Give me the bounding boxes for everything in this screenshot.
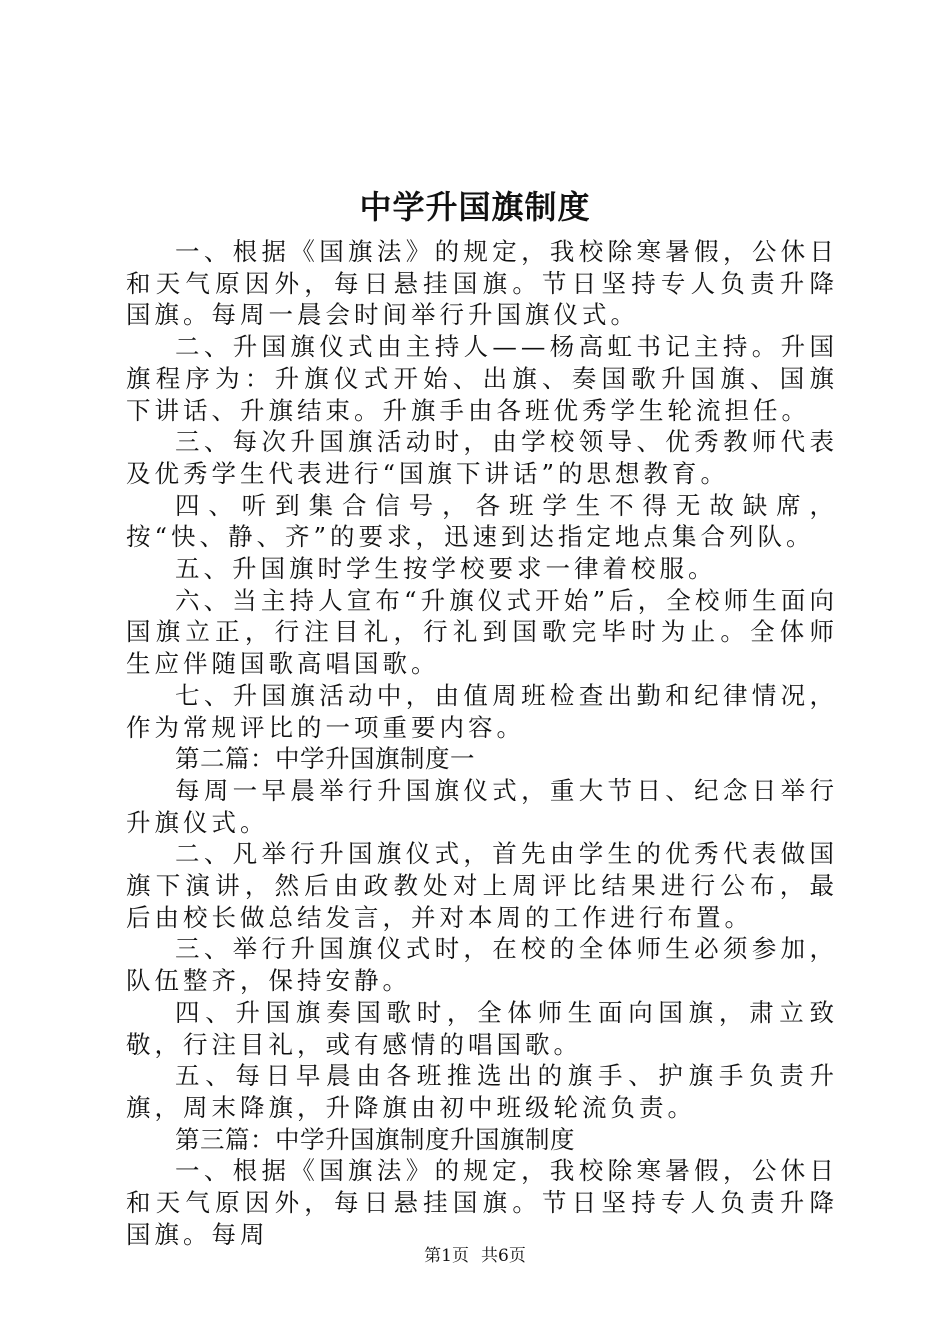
paragraph: 一、根据《国旗法》的规定，我校除寒暑假，公休日和天气原因外，每日悬挂国旗。节日坚持专人负责升降国旗。每周一晨会时间举行升国旗仪式。	[126, 237, 838, 330]
page-total: 共6页	[481, 1246, 526, 1266]
page-footer	[0, 1244, 950, 1268]
paragraph: 三、每次升国旗活动时，由学校领导、优秀教师代表及优秀学生代表进行“国旗下讲话”的思想教育。	[126, 427, 838, 488]
section-heading: 第三篇：中学升国旗制度升国旗制度	[175, 1124, 575, 1154]
paragraph: 四、听到集合信号，各班学生不得无故缺席，按“快、静、齐”的要求，迅速到达指定地点集合列队。	[126, 490, 838, 552]
document-body	[126, 236, 838, 1251]
paragraph: 四、升国旗奏国歌时，全体师生面向国旗，肃立致敬，行注目礼，或有感情的唱国歌。	[126, 997, 838, 1059]
document-title: 中学升国旗制度	[359, 188, 591, 226]
paragraph: 二、升国旗仪式由主持人——杨高虹书记主持。升国旗程序为：升旗仪式开始、出旗、奏国歌升国旗、国旗下讲话、升旗结束。升旗手由各班优秀学生轮流担任。	[126, 332, 838, 425]
paragraph: 一、根据《国旗法》的规定，我校除寒暑假，公休日和天气原因外，每日悬挂国旗。节日坚持专人负责升降国旗。每周	[126, 1156, 838, 1249]
paragraph: 三、举行升国旗仪式时，在校的全体师生必须参加，队伍整齐，保持安静。	[126, 934, 838, 996]
paragraph: 每周一早晨举行升国旗仪式，重大节日、纪念日举行升旗仪式。	[126, 775, 838, 837]
paragraph: 五、每日早晨由各班推选出的旗手、护旗手负责升旗，周末降旗，升降旗由初中班级轮流负责。	[126, 1061, 838, 1122]
paragraph: 七、升国旗活动中，由值周班检查出勤和纪律情况，作为常规评比的一项重要内容。	[126, 680, 838, 742]
paragraph: 五、升国旗时学生按学校要求一律着校服。	[175, 554, 717, 584]
paragraph: 六、当主持人宣布“升旗仪式开始”后，全校师生面向国旗立正，行注目礼，行礼到国歌完毕时为止。全体师生应伴随国歌高唱国歌。	[126, 585, 838, 679]
page-number: 第1页	[424, 1246, 469, 1266]
section-heading: 第二篇：中学升国旗制度一	[175, 744, 475, 774]
paragraph: 二、凡举行升国旗仪式，首先由学生的优秀代表做国旗下演讲，然后由政教处对上周评比结果进行公布，最后由校长做总结发言，并对本周的工作进行布置。	[126, 839, 838, 932]
